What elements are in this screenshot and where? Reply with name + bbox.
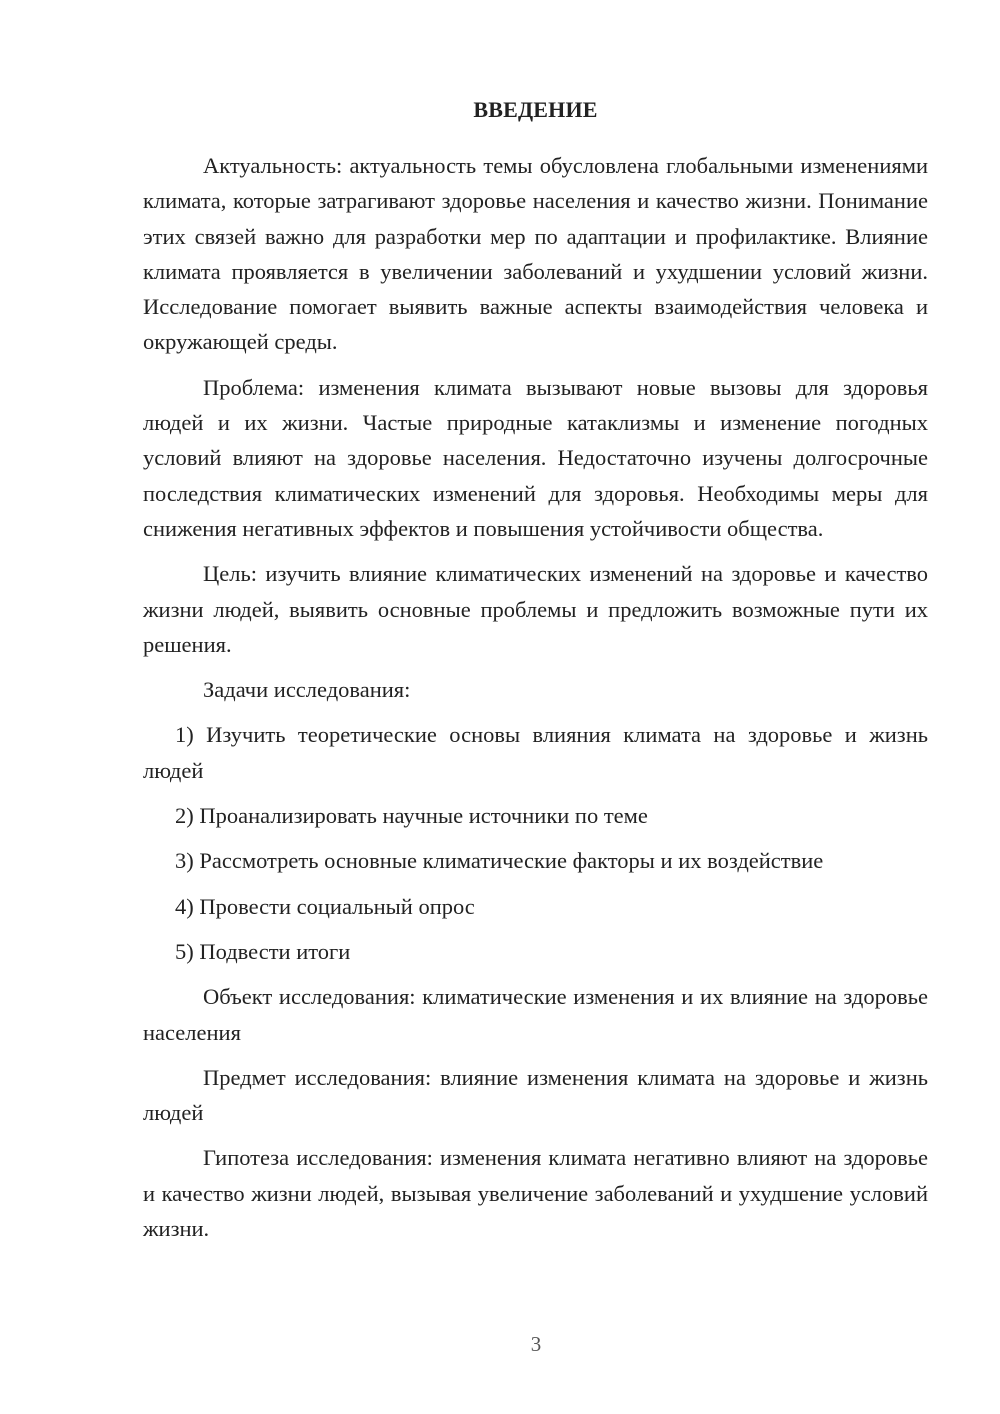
page-title: ВВЕДЕНИЕ <box>473 97 598 122</box>
paragraph-object: Объект исследования: климатические изменения и их влияние на здоровье населения <box>143 984 928 1045</box>
tasks-heading: Задачи исследования: <box>203 677 411 703</box>
page-number: 3 <box>530 1332 542 1356</box>
task-item-5: 5) Подвести итоги <box>175 938 351 964</box>
paragraph-goal: Цель: изучить влияние климатических изменений на здоровье и качество жизни людей, выявить основные проблемы и предложить возможные пути их решения. <box>143 561 928 657</box>
task-item-3: 3) Рассмотреть основные климатические факторы и их воздействие <box>175 848 824 874</box>
document-page <box>143 92 928 1256</box>
paragraph-hypothesis: Гипотеза исследования: изменения климата негативно влияют на здоровье и качество жизни людей, вызывая увеличение заболеваний и ухудшение условий жизни. <box>143 1145 928 1242</box>
paragraph-relevance: Актуальность: актуальность темы обусловлена глобальными изменениями климата, которые затрагивают здоровье населения и качество жизни. Понимание этих связей важно для разработки мер по адаптации и профилактике. Влияние климата проявляется в увеличении заболеваний и ухудшении условий жизни. Исследование помогает выявить важные аспекты взаимодействия человека и окружающей среды. <box>143 153 928 355</box>
paragraph-subject: Предмет исследования: влияние изменения климата на здоровье и жизнь людей <box>143 1064 928 1126</box>
task-item-4: 4) Провести социальный опрос <box>175 893 475 919</box>
task-item-2: 2) Проанализировать научные источники по теме <box>175 803 648 829</box>
task-item-1: 1) Изучить теоретические основы влияния климата на здоровье и жизнь людей <box>143 722 928 783</box>
paragraph-problem: Проблема: изменения климата вызывают новые вызовы для здоровья людей и их жизни. Частые природные катаклизмы и изменение погодных условий влияют на здоровье населения. Недостаточно изучены долгосрочные последствия климатических изменений для здоровья. Необходимы меры для снижения негативных эффектов и повышения устойчивости общества. <box>143 374 928 541</box>
